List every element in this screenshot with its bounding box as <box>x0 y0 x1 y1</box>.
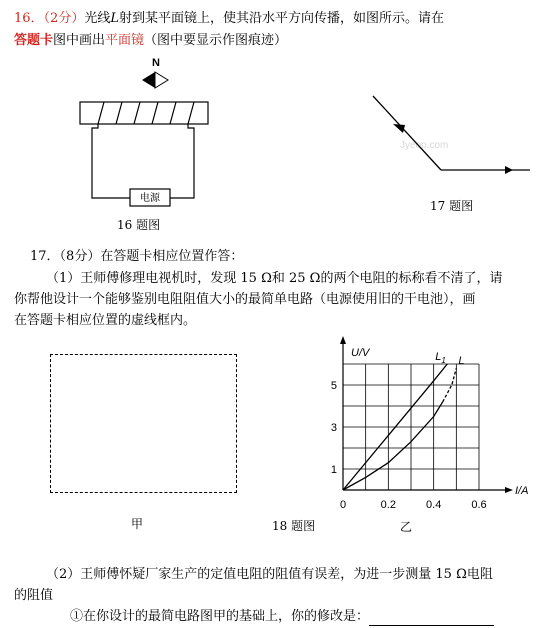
figure-yi-label: 乙 <box>400 520 413 534</box>
y-axis-arrow-icon <box>340 336 346 344</box>
q17-header: 17．（8分）在答题卡相应位置作答： <box>30 249 244 264</box>
series-label-L1: $L_1$ <box>435 351 446 365</box>
power-source-label: 电源 <box>140 193 160 204</box>
series-label-L: L <box>458 355 465 368</box>
y-axis-label: U/V <box>351 347 370 359</box>
incident-ray <box>373 96 441 170</box>
plane-mirror-text: 平面镜 <box>105 33 145 48</box>
compass-needle-icon <box>142 72 168 88</box>
x-axis-arrow-icon <box>505 487 513 493</box>
figure-17-caption: 17 题图 <box>430 199 474 213</box>
q16-line2 <box>14 32 287 50</box>
figure-16-caption: 16 题图 <box>117 218 161 232</box>
x-tick-label: 0.4 <box>426 499 442 511</box>
ui-graph-chart <box>325 340 529 530</box>
figure-18-caption: 18 题图 <box>272 519 316 533</box>
answer-card-link: 答题卡 <box>14 33 54 48</box>
incident-ray-arrow-icon <box>393 124 405 133</box>
q16-text-a: 光线 <box>84 11 111 26</box>
q16-text-c: 图中画出 <box>53 33 106 48</box>
x-tick-label: 0.6 <box>471 499 487 511</box>
q17-p2-line1: （2）王师傅怀疑厂家生产的定值电阻的阻值有误差，为进一步测量 15 Ω电阻 <box>46 567 493 582</box>
x-tick-label: 0 <box>339 499 347 511</box>
q16-text-b: 射到某平面镜上，使其沿水平方向传播，如图所示。请在 <box>118 11 444 26</box>
figure-17-rays <box>365 90 535 180</box>
q17-p1-line3: 在答题卡相应位置的虚线框内。 <box>14 313 197 328</box>
q17-p2-line2: 的阻值 <box>14 588 54 603</box>
q17-p2-line3 <box>70 608 494 626</box>
x-tick-label: 0.2 <box>380 499 396 511</box>
y-tick-label: 3 <box>330 422 337 434</box>
figure-16-solenoid <box>70 57 220 210</box>
answer-blank[interactable] <box>369 611 494 626</box>
q16-number: 16． <box>14 11 44 26</box>
q17-p2-line3-text: ①在你设计的最简电路图甲的基础上，你的修改是： <box>70 609 370 624</box>
q16-line1 <box>14 10 444 28</box>
y-tick-label: 5 <box>330 380 337 392</box>
circuit-wires <box>92 124 194 198</box>
q16-score: （2分） <box>43 11 85 26</box>
q16-text-d: （图中要显示作图痕迹） <box>144 33 288 48</box>
x-axis-label: I/A <box>515 485 529 497</box>
q17-p1-line2: 你帮他设计一个能够鉴别电阻阻值大小的最简单电路（电源使用旧的干电池），画 <box>14 292 476 307</box>
dashed-answer-box[interactable] <box>50 354 237 493</box>
y-tick-label: 1 <box>330 464 337 476</box>
north-label: N <box>152 57 160 69</box>
watermark-text: Jyeoo.com <box>400 140 449 151</box>
series-line-L <box>343 402 443 490</box>
q16-var-l: L <box>110 11 119 26</box>
q17-p1-line1: （1）王师傅修理电视机时，发现 15 Ω和 25 Ω的两个电阻的标称看不清了，请 <box>46 271 503 286</box>
figure-jia-label: 甲 <box>131 517 144 531</box>
reflected-ray-arrow-icon <box>505 166 513 174</box>
